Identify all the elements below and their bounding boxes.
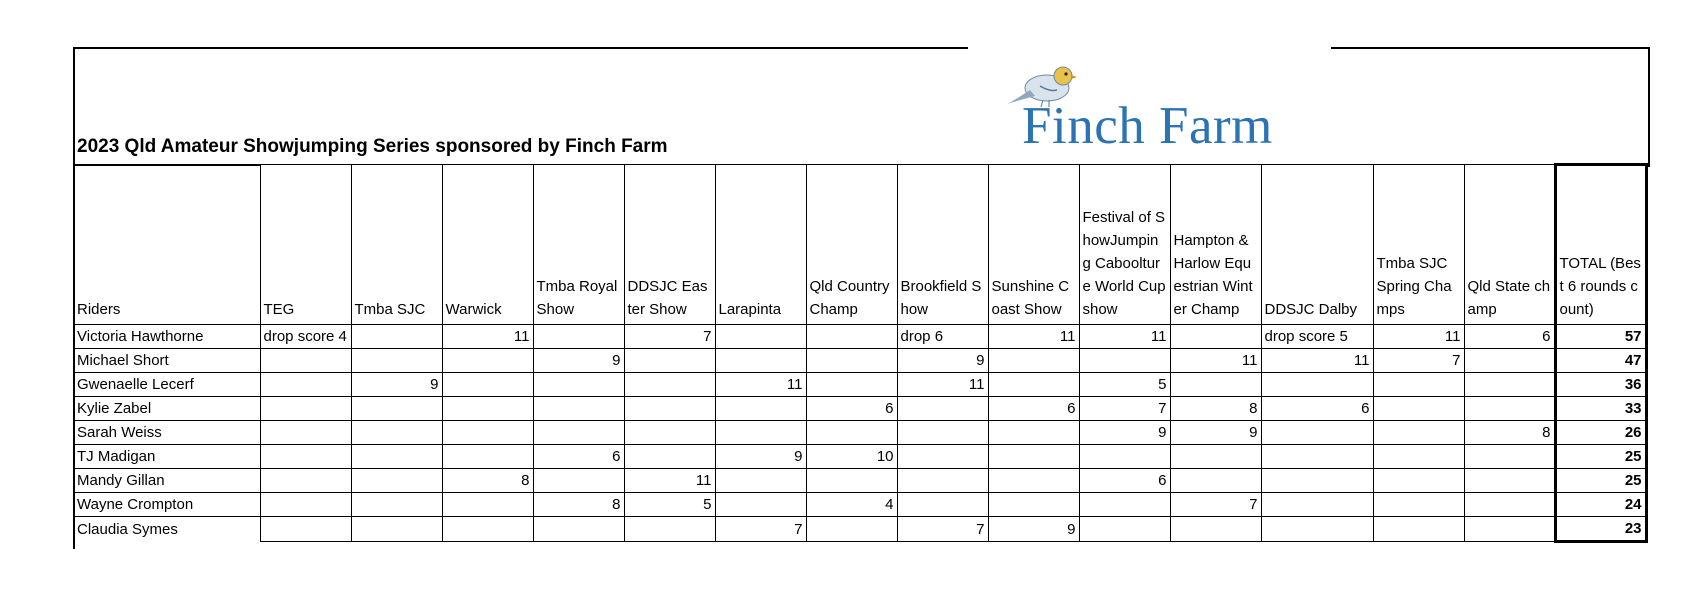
score-cell xyxy=(351,349,442,373)
total-cell: 26 xyxy=(1555,421,1646,445)
table-row xyxy=(74,373,1646,397)
score-cell: 7 xyxy=(715,517,806,542)
score-cell xyxy=(624,421,715,445)
score-cell: 7 xyxy=(624,325,715,349)
table-row xyxy=(74,325,1646,349)
table-row xyxy=(74,397,1646,421)
rider-name: Sarah Weiss xyxy=(74,421,260,445)
score-cell xyxy=(260,445,351,469)
score-cell xyxy=(1464,469,1555,493)
table-row xyxy=(74,349,1646,373)
total-cell: 57 xyxy=(1555,325,1646,349)
frame-right-line xyxy=(1648,47,1650,167)
score-cell xyxy=(1373,421,1464,445)
column-header: Warwick xyxy=(442,165,533,325)
score-cell xyxy=(442,493,533,517)
score-cell: 7 xyxy=(1079,397,1170,421)
table-row xyxy=(74,493,1646,517)
score-cell xyxy=(1079,445,1170,469)
score-cell xyxy=(715,469,806,493)
score-cell xyxy=(1261,421,1373,445)
score-cell xyxy=(897,445,988,469)
score-cell xyxy=(260,469,351,493)
score-cell xyxy=(351,493,442,517)
score-cell xyxy=(1170,445,1261,469)
score-cell xyxy=(442,421,533,445)
score-cell xyxy=(1464,397,1555,421)
score-cell: 6 xyxy=(1079,469,1170,493)
rider-name: Wayne Crompton xyxy=(74,493,260,517)
score-cell xyxy=(1170,325,1261,349)
score-cell: 11 xyxy=(715,373,806,397)
score-cell: 6 xyxy=(806,397,897,421)
table-row xyxy=(74,421,1646,445)
table-row xyxy=(74,445,1646,469)
score-cell: drop 6 xyxy=(897,325,988,349)
score-cell: 7 xyxy=(1170,493,1261,517)
score-cell xyxy=(1261,493,1373,517)
score-cell: 11 xyxy=(1373,325,1464,349)
score-cell xyxy=(806,325,897,349)
score-cell xyxy=(1464,517,1555,542)
score-cell xyxy=(988,373,1079,397)
score-cell xyxy=(533,325,624,349)
score-cell xyxy=(1079,517,1170,542)
score-cell: 11 xyxy=(988,325,1079,349)
rider-name: Claudia Symes xyxy=(74,517,260,542)
column-header: Qld Country Champ xyxy=(806,165,897,325)
score-cell: 11 xyxy=(624,469,715,493)
score-cell: drop score 5 xyxy=(1261,325,1373,349)
score-cell xyxy=(715,349,806,373)
total-cell: 24 xyxy=(1555,493,1646,517)
column-header: Festival of ShowJumping Caboolture World Cup show xyxy=(1079,165,1170,325)
rider-name: Kylie Zabel xyxy=(74,397,260,421)
score-cell xyxy=(533,517,624,542)
score-cell xyxy=(533,397,624,421)
score-cell xyxy=(260,397,351,421)
frame-top-left-line xyxy=(73,47,968,49)
logo-text: Finch Farm xyxy=(1022,97,1273,155)
score-cell: 7 xyxy=(897,517,988,542)
score-cell xyxy=(897,397,988,421)
column-header: Brookfield Show xyxy=(897,165,988,325)
score-cell xyxy=(897,493,988,517)
score-cell xyxy=(806,517,897,542)
score-cell xyxy=(806,421,897,445)
score-cell xyxy=(624,373,715,397)
column-header: TEG xyxy=(260,165,351,325)
column-header: Hampton & Harlow Equestrian Winter Champ xyxy=(1170,165,1261,325)
score-cell xyxy=(1373,493,1464,517)
score-cell xyxy=(351,397,442,421)
page-title: 2023 Qld Amateur Showjumping Series sponsored by Finch Farm xyxy=(77,136,668,157)
score-cell xyxy=(1079,349,1170,373)
total-cell: 47 xyxy=(1555,349,1646,373)
score-cell xyxy=(260,373,351,397)
score-cell xyxy=(260,493,351,517)
score-cell xyxy=(624,517,715,542)
score-cell xyxy=(624,397,715,421)
score-cell: 6 xyxy=(1464,325,1555,349)
score-cell: 9 xyxy=(988,517,1079,542)
score-cell xyxy=(351,517,442,542)
score-cell xyxy=(442,517,533,542)
column-header: DDSJC Easter Show xyxy=(624,165,715,325)
score-cell: 9 xyxy=(1170,421,1261,445)
column-header: Qld State champ xyxy=(1464,165,1555,325)
column-header: Tmba SJC xyxy=(351,165,442,325)
score-cell: 9 xyxy=(351,373,442,397)
column-header-riders: Riders xyxy=(74,165,260,325)
score-cell: 7 xyxy=(1373,349,1464,373)
column-header-total: TOTAL (Best 6 rounds count) xyxy=(1555,165,1646,325)
score-cell xyxy=(1261,469,1373,493)
score-cell xyxy=(806,349,897,373)
score-cell xyxy=(442,373,533,397)
score-cell xyxy=(988,349,1079,373)
column-header: DDSJC Dalby xyxy=(1261,165,1373,325)
column-header: Tmba Royal Show xyxy=(533,165,624,325)
score-cell xyxy=(897,421,988,445)
score-cell xyxy=(715,397,806,421)
column-header: Tmba SJC Spring Champs xyxy=(1373,165,1464,325)
score-cell: 5 xyxy=(624,493,715,517)
score-cell xyxy=(533,421,624,445)
score-cell xyxy=(1261,373,1373,397)
score-cell: 11 xyxy=(1170,349,1261,373)
score-cell xyxy=(1079,493,1170,517)
score-cell xyxy=(897,469,988,493)
score-cell xyxy=(1464,445,1555,469)
column-header: Sunshine Coast Show xyxy=(988,165,1079,325)
score-cell xyxy=(1464,349,1555,373)
score-cell xyxy=(806,469,897,493)
score-cell xyxy=(442,397,533,421)
header-row xyxy=(74,165,1646,325)
score-cell xyxy=(1261,445,1373,469)
score-cell xyxy=(260,517,351,542)
total-cell: 25 xyxy=(1555,469,1646,493)
score-cell xyxy=(442,349,533,373)
total-cell: 23 xyxy=(1555,517,1646,542)
score-cell: 9 xyxy=(715,445,806,469)
score-cell xyxy=(351,421,442,445)
score-cell: 11 xyxy=(1079,325,1170,349)
score-cell: 5 xyxy=(1079,373,1170,397)
score-cell xyxy=(442,445,533,469)
score-cell xyxy=(1261,517,1373,542)
column-header: Larapinta xyxy=(715,165,806,325)
score-cell xyxy=(715,421,806,445)
score-cell: 6 xyxy=(1261,397,1373,421)
score-cell xyxy=(260,421,351,445)
rider-name: Mandy Gillan xyxy=(74,469,260,493)
score-cell xyxy=(988,469,1079,493)
score-cell xyxy=(260,349,351,373)
score-cell: 11 xyxy=(897,373,988,397)
score-cell xyxy=(715,325,806,349)
score-cell xyxy=(351,325,442,349)
rider-name: TJ Madigan xyxy=(74,445,260,469)
score-cell: 9 xyxy=(1079,421,1170,445)
score-cell xyxy=(1373,517,1464,542)
table-row xyxy=(74,517,1646,542)
frame-top-right-line xyxy=(1331,47,1650,49)
score-cell xyxy=(533,373,624,397)
score-cell: 6 xyxy=(533,445,624,469)
score-cell xyxy=(624,349,715,373)
rider-name: Gwenaelle Lecerf xyxy=(74,373,260,397)
score-cell xyxy=(1373,469,1464,493)
score-cell xyxy=(806,373,897,397)
standings-table xyxy=(74,163,1648,543)
score-cell: 11 xyxy=(1261,349,1373,373)
score-cell: 6 xyxy=(988,397,1079,421)
score-cell: 10 xyxy=(806,445,897,469)
rider-name: Michael Short xyxy=(74,349,260,373)
rider-name: Victoria Hawthorne xyxy=(74,325,260,349)
score-cell xyxy=(1373,397,1464,421)
score-cell: 11 xyxy=(442,325,533,349)
score-cell xyxy=(988,445,1079,469)
score-cell: 4 xyxy=(806,493,897,517)
score-cell xyxy=(1170,469,1261,493)
score-cell xyxy=(1373,445,1464,469)
score-cell xyxy=(1170,373,1261,397)
score-cell xyxy=(624,445,715,469)
score-cell: 8 xyxy=(442,469,533,493)
score-cell: 8 xyxy=(1170,397,1261,421)
score-cell: 9 xyxy=(533,349,624,373)
score-cell xyxy=(988,493,1079,517)
score-cell xyxy=(1170,517,1261,542)
total-cell: 36 xyxy=(1555,373,1646,397)
total-cell: 25 xyxy=(1555,445,1646,469)
score-cell xyxy=(1373,373,1464,397)
score-cell: 9 xyxy=(897,349,988,373)
table-row xyxy=(74,469,1646,493)
score-cell xyxy=(351,469,442,493)
score-cell xyxy=(988,421,1079,445)
score-cell xyxy=(715,493,806,517)
score-cell xyxy=(351,445,442,469)
score-cell xyxy=(1464,493,1555,517)
score-cell: 8 xyxy=(1464,421,1555,445)
score-cell: drop score 4 xyxy=(260,325,351,349)
score-cell xyxy=(533,469,624,493)
score-cell: 8 xyxy=(533,493,624,517)
total-cell: 33 xyxy=(1555,397,1646,421)
score-cell xyxy=(1464,373,1555,397)
